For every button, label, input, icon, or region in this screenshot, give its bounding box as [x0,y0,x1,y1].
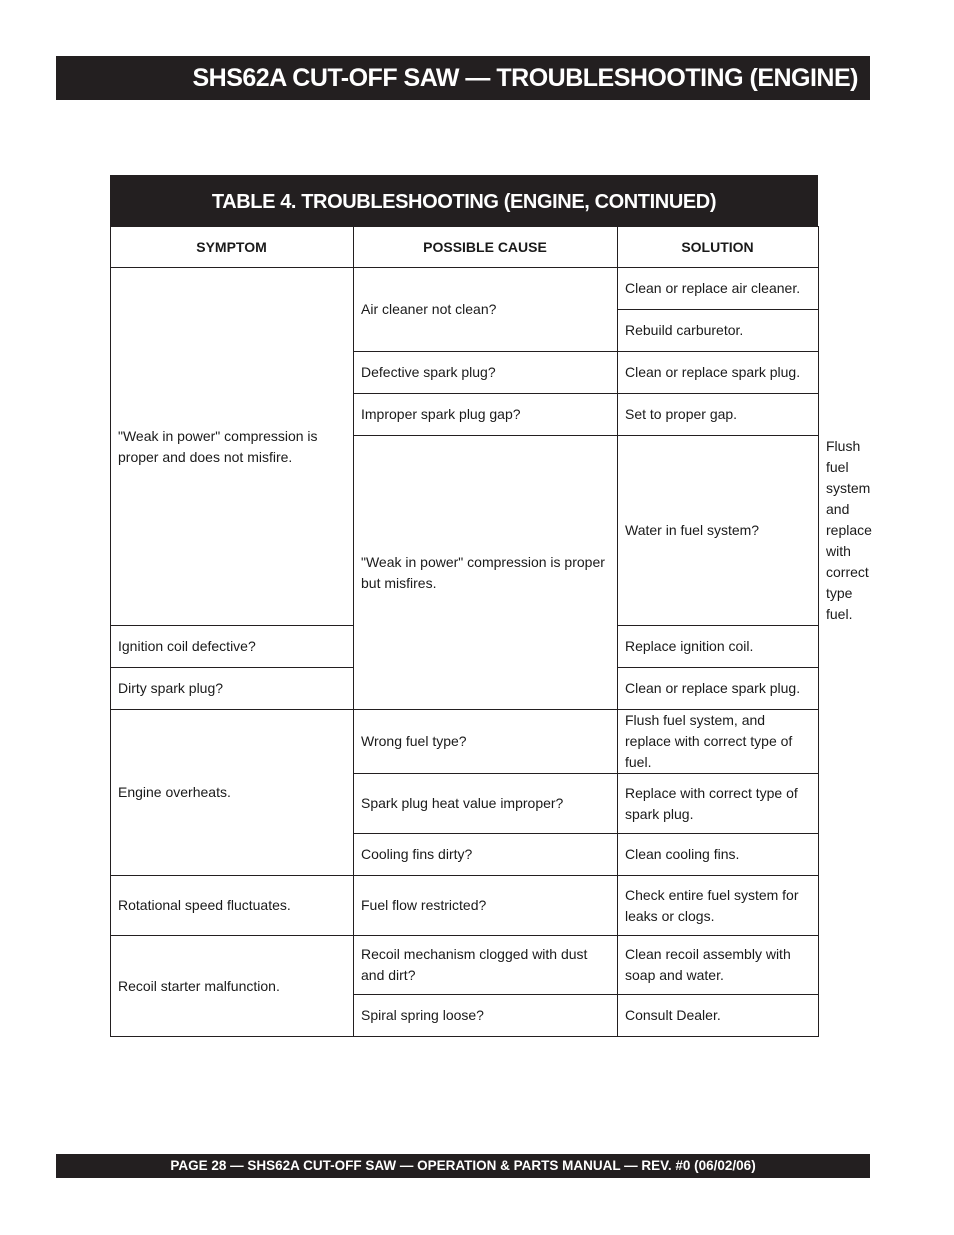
cause-cell: Water in fuel system? [618,436,819,626]
solution-cell: Clean recoil assembly with soap and water. [618,936,819,995]
solution-cell: Clean or replace spark plug. [618,668,819,710]
cause-cell: Air cleaner not clean? [354,268,618,352]
page-title: SHS62A CUT-OFF SAW — TROUBLESHOOTING (ENGINE) [56,56,870,100]
cause-cell: Ignition coil defective? [111,626,354,668]
solution-cell: Replace ignition coil. [618,626,819,668]
table-row: "Weak in power" compression is proper but misfires. Water in fuel system? Flush fuel system and replace with correct type fuel. [111,436,819,626]
solution-cell: Clean cooling fins. [618,834,819,876]
solution-cell: Consult Dealer. [618,995,819,1037]
table-row [111,936,819,995]
cause-cell: Wrong fuel type? [354,710,618,774]
page-footer: PAGE 28 — SHS62A CUT-OFF SAW — OPERATION & PARTS MANUAL — REV. #0 (06/02/06) [56,1154,870,1178]
solution-cell: Set to proper gap. [618,394,819,436]
table-title: TABLE 4. TROUBLESHOOTING (ENGINE, CONTINUED) [110,175,818,226]
column-header-solution: SOLUTION [618,227,819,268]
column-header-symptom: SYMPTOM [111,227,354,268]
solution-cell: Clean or replace air cleaner. [618,268,819,310]
solution-cell: Check entire fuel system for leaks or clogs. [618,876,819,936]
troubleshooting-table-container [110,175,872,1037]
solution-cell: Flush fuel system, and replace with correct type of fuel. [618,710,819,774]
solution-cell: Rebuild carburetor. [618,310,819,352]
solution-cell: Clean or replace spark plug. [618,352,819,394]
troubleshooting-table [110,226,872,1037]
symptom-cell: "Weak in power" compression is proper and does not misfire. [111,268,354,626]
cause-cell: Defective spark plug? [354,352,618,394]
column-header-possible-cause: POSSIBLE CAUSE [354,227,618,268]
cause-cell: Improper spark plug gap? [354,394,618,436]
table-row [111,876,819,936]
cause-cell: Cooling fins dirty? [354,834,618,876]
symptom-cell: Recoil starter malfunction. [111,936,354,1037]
table-header-row [111,227,819,268]
symptom-cell: Engine overheats. [111,710,354,876]
cause-cell: Recoil mechanism clogged with dust and dirt? [354,936,618,995]
cause-cell: Fuel flow restricted? [354,876,618,936]
cause-cell: Spark plug heat value improper? [354,774,618,834]
symptom-cell: Rotational speed fluctuates. [111,876,354,936]
cause-cell: Dirty spark plug? [111,668,354,710]
solution-cell: Replace with correct type of spark plug. [618,774,819,834]
table-row [111,268,819,310]
symptom-cell: "Weak in power" compression is proper but misfires. [354,436,618,710]
table-row [111,710,819,774]
cause-cell: Spiral spring loose? [354,995,618,1037]
